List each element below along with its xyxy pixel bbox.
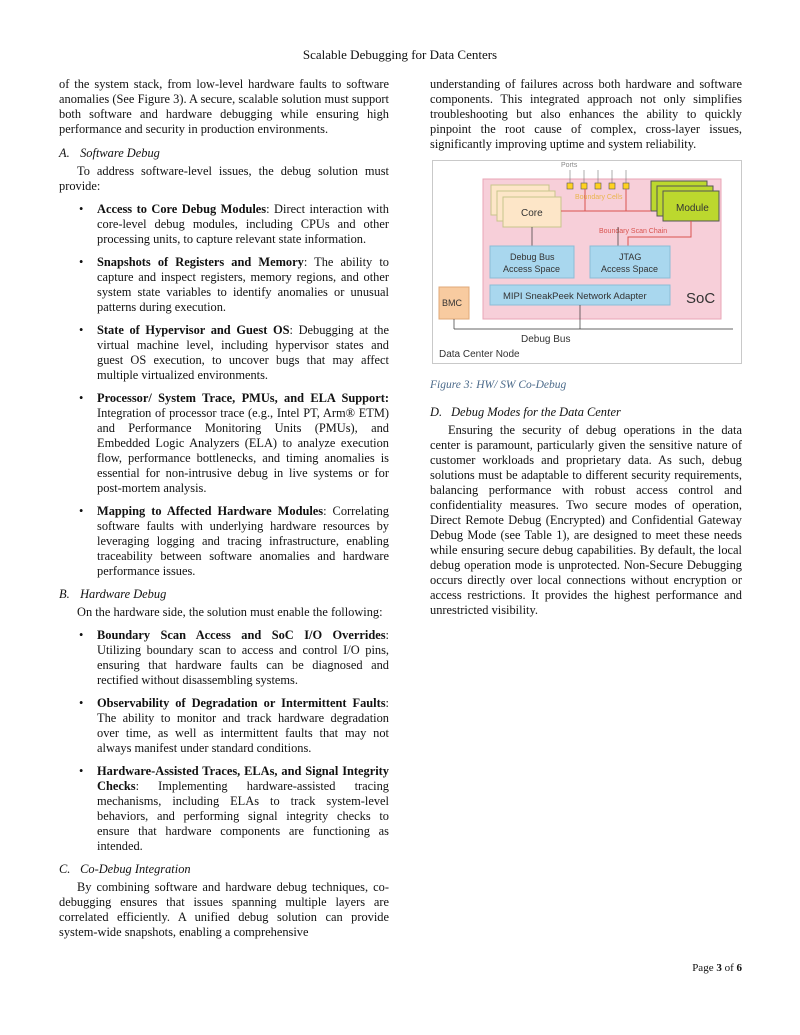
section-b-lead: On the hardware side, the solution must enable the following: (77, 605, 383, 619)
data-center-node-label: Data Center Node (439, 349, 520, 360)
section-title: Debug Modes for the Data Center (451, 405, 621, 419)
section-title: Co-Debug Integration (80, 862, 191, 876)
jtag-access-label-line2: Access Space (601, 264, 659, 274)
core-label: Core (521, 208, 543, 219)
item-term: Mapping to Affected Hardware Modules (97, 504, 324, 518)
list-item: • Observability of Degradation or Intermittent Faults: The ability to monitor and track hardware degradation over time, as well as intermittent faults that may not always manifest under standard conditions. (79, 696, 389, 755)
section-number: C. (59, 862, 71, 876)
list-item: • Snapshots of Registers and Memory: The ability to capture and inspect registers, memory regions, and other system state variables to identify anomalies or unusual patterns during execution. (79, 255, 389, 314)
item-term: Access to Core Debug Modules (97, 202, 267, 216)
list-item: • Boundary Scan Access and SoC I/O Overrides: Utilizing boundary scan to access and control I/O pins, ensuring that hardware faults can be diagnosed and rectified without disassembling systems. (79, 628, 389, 687)
page-total: 6 (736, 962, 742, 974)
ports-label: Ports (561, 162, 578, 169)
page-number (692, 962, 742, 974)
item-term: Hardware-Assisted Traces, ELAs, and Signal Integrity Checks (97, 764, 389, 793)
item-text: : Correlating software faults with underlying hardware resources by leveraging logging and tracing infrastructure, enabling traceability between software anomalies and hardware performance issues. (97, 504, 389, 578)
figure-3-diagram (432, 160, 742, 364)
list-item: • Access to Core Debug Modules: Direct interaction with core-level debug modules, including CPUs and other processing units, to capture relevant state information. (79, 202, 389, 246)
section-title: Software Debug (80, 146, 160, 160)
item-text: : Debugging at the virtual machine level, including hypervisor states and guest OS execution, to uncover bugs that may affect multiple virtualized environments. (97, 323, 389, 382)
running-header: Scalable Debugging for Data Centers (302, 47, 498, 62)
section-b-list (59, 628, 389, 854)
debug-bus-access-label-line1: Debug Bus (510, 252, 555, 262)
item-term: State of Hypervisor and Guest OS (97, 323, 290, 337)
list-item: • Hardware-Assisted Traces, ELAs, and Signal Integrity Checks: Implementing hardware-assisted tracing mechanisms, including ELAs to track system-level behaviors, and performing signal integrity checks to ensure that hardware components are functioning as intended. (79, 764, 389, 853)
section-c-heading (59, 862, 389, 877)
item-text: : Direct interaction with core-level debug modules, including CPUs and other processing units, to capture relevant state information. (97, 202, 389, 246)
section-number: B. (59, 587, 70, 601)
debug-bus-access-label-line2: Access Space (503, 264, 561, 274)
section-title: Hardware Debug (80, 587, 167, 601)
section-a-heading (59, 146, 389, 161)
item-term: Snapshots of Registers and Memory (97, 255, 304, 269)
item-term: Observability of Degradation or Intermittent Faults (97, 696, 386, 710)
jtag-access-label-line1: JTAG (619, 252, 642, 262)
list-item: • Mapping to Affected Hardware Modules: Correlating software faults with underlying hardware resources by leveraging logging and tracing infrastructure, enabling traceability between software anomalies and hardware performance issues. (79, 504, 389, 578)
item-text: : The ability to capture and inspect registers, memory regions, and other system state variables to identify anomalies or unusual patterns during execution. (97, 255, 389, 314)
list-item: • Processor/ System Trace, PMUs, and ELA Support: Integration of processor trace (e.g., Intel PT, Arm® ETM) and Performance Monitoring Units (PMUs), and Embedded Logic Analyzers (ELA) to analyze execution flow, performance bottlenecks, and timing anomalies is essential for non-intrusive debug in live systems or for post-mortem analysis. (79, 391, 389, 495)
section-number: D. (430, 405, 443, 419)
section-d-heading (430, 405, 742, 420)
boundary-scan-chain-label: Boundary Scan Chain (599, 228, 668, 235)
bmc-label: BMC (442, 298, 462, 308)
item-text: : Utilizing boundary scan to access and control I/O pins, ensuring that hardware faults can be diagnosed and rectified without disassembling systems. (97, 628, 389, 687)
section-a-list (59, 202, 389, 579)
item-text: : The ability to monitor and track hardware degradation over time, as well as intermittent faults that may not always manifest under standard conditions. (97, 696, 389, 755)
left-column (59, 77, 389, 940)
section-a-lead: To address software-level issues, the debug solution must provide: (59, 164, 389, 193)
list-item: • State of Hypervisor and Guest OS: Debugging at the virtual machine level, including hypervisor states and guest OS execution, to uncover bugs that may affect multiple virtualized environments. (79, 323, 389, 382)
continuation-paragraph: understanding of failures across both hardware and software components. This integrated approach not only simplifies troubleshooting but also enhances the ability to quickly pinpoint the root cause of complex, cross-layer issues, significantly improving uptime and system reliability. (430, 77, 742, 151)
page-current: 3 (716, 962, 722, 974)
item-text: : Implementing hardware-assisted tracing mechanisms, including ELAs to track system-level behaviors, and performing signal integrity checks to ensure that hardware components are functioning as intended. (97, 779, 389, 853)
module-label: Module (676, 203, 709, 214)
right-column (430, 77, 742, 618)
debug-bus-label: Debug Bus (521, 334, 571, 345)
item-term: Processor/ System Trace, PMUs, and ELA Support: (97, 391, 389, 405)
item-text: Integration of processor trace (e.g., Intel PT, Arm® ETM) and Performance Monitoring Units (PMUs), and Embedded Logic Analyzers (ELA) to analyze execution flow, performance bottlenecks, and timing anomalies is essential for non-intrusive debug in live systems or for post-mortem analysis. (97, 406, 389, 495)
intro-paragraph: of the system stack, from low-level hardware faults to software anomalies (See Figure 3). A secure, scalable solution must support both software and hardware debugging while ensuring high performance and security in production environments. (59, 77, 389, 136)
section-c-paragraph: By combining software and hardware debug techniques, co-debugging ensures that issues spanning multiple layers are correlated efficiently. A unified debug solution can provide system-wide snapshots, enabling a comprehensive (59, 880, 389, 939)
boundary-cells-label: Boundary Cells (575, 194, 623, 201)
of-word: of (724, 962, 734, 974)
soc-label: SoC (686, 290, 716, 307)
figure-caption: Figure 3: HW/ SW Co-Debug (430, 379, 567, 391)
section-d-paragraph: Ensuring the security of debug operations in the data center is paramount, particularly given the sensitive nature of customer workloads and proprietary data. As such, debug solutions must be adaptable to different security requirements, balancing performance with robust access control and confidentiality measures. Two secure modes of operation, Direct Remote Debug (Encrypted) and Confidential Gateway Debug Mode (see Table 1), are designed to meet these needs while ensuring secure debug capabilities. By default, the local debug operation mode is unprotected. Non-Secure Debugging occurs directly over local connections without encryption or access restrictions. It provides the highest performance and unrestricted visibility. (430, 423, 742, 617)
section-number: A. (59, 146, 70, 160)
item-term: Boundary Scan Access and SoC I/O Overrides (97, 628, 386, 642)
section-b-heading (59, 587, 389, 602)
page-word: Page (692, 962, 714, 974)
mipi-label: MIPI SneakPeek Network Adapter (503, 291, 647, 302)
